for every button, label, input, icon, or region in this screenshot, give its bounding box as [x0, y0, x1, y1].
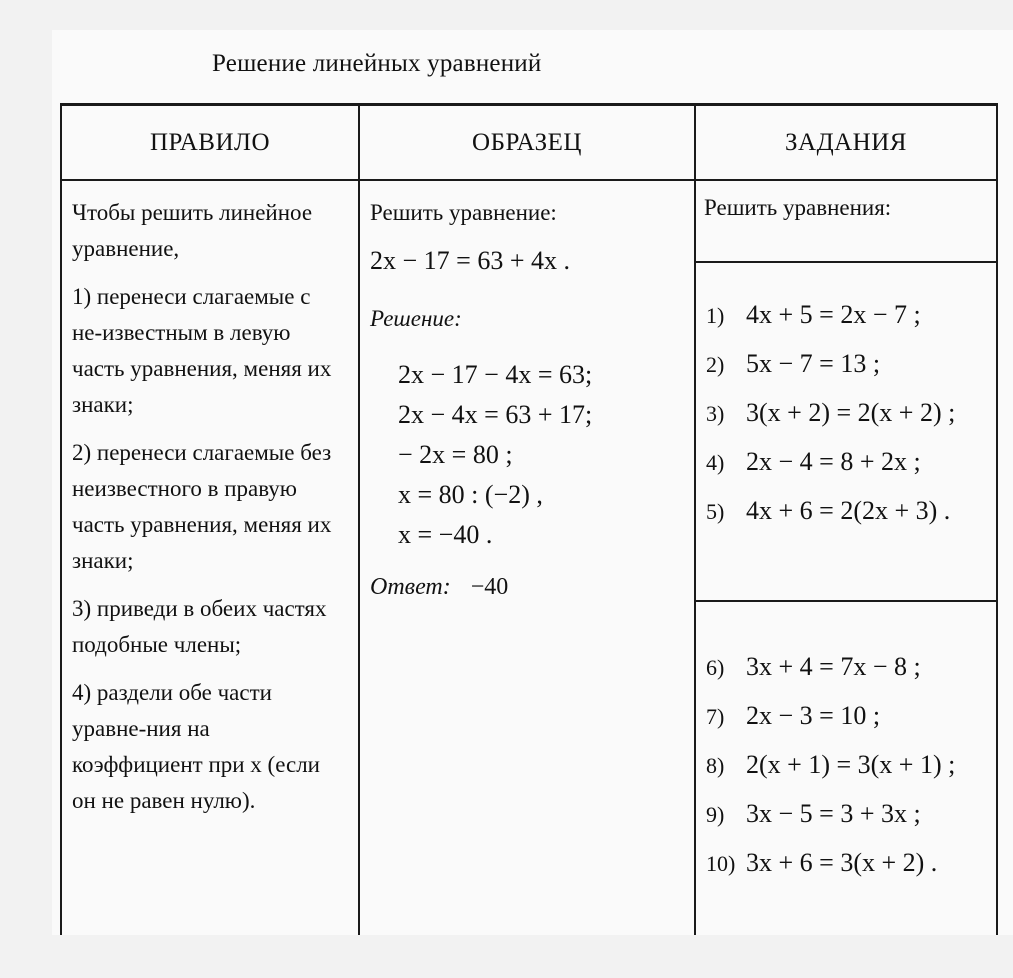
- rule-step-2: 2) перенеси слагаемые без неизвестного в правую часть уравнения, меняя их знаки;: [72, 440, 332, 573]
- solution-step: − 2x = 80 ;: [398, 440, 513, 469]
- task-item: 4) 2x − 4 = 8 + 2x ;: [706, 447, 921, 476]
- solution-step: x = 80 : (−2) ,: [398, 480, 543, 509]
- task-item: 7) 2x − 3 = 10 ;: [706, 701, 881, 730]
- header-rule: ПРАВИЛО: [149, 128, 271, 156]
- task-item: 3) 3(x + 2) = 2(x + 2) ;: [706, 398, 956, 427]
- rule-step-4: 4) раздели обе части уравне-ния на коэффициент при x (если он не равен нулю).: [72, 680, 320, 813]
- solution-step: 2x − 17 − 4x = 63;: [398, 360, 593, 389]
- rule-step-1: 1) перенеси слагаемые с не-известным в левую часть уравнения, меняя их знаки;: [72, 284, 332, 417]
- tasks-prompt: Решить уравнения:: [704, 195, 892, 220]
- page-title: Решение линейных уравнений: [212, 50, 542, 77]
- task-item: 10) 3x + 6 = 3(x + 2) .: [706, 848, 938, 877]
- task-item: 1) 4x + 5 = 2x − 7 ;: [706, 300, 921, 329]
- solution-label: Решение:: [370, 306, 462, 331]
- header-sample: ОБРАЗЕЦ: [472, 128, 582, 156]
- answer-line: [370, 569, 592, 605]
- tasks-group-1: [706, 291, 955, 536]
- table-content: [60, 103, 998, 935]
- rule-column: [72, 195, 344, 831]
- task-item: 8) 2(x + 1) = 3(x + 1) ;: [706, 750, 956, 779]
- tasks-group-2: [706, 643, 955, 888]
- sample-prompt: Решить уравнение:: [370, 200, 557, 225]
- rule-step-3: 3) приведи в обеих частях подобные члены;: [72, 596, 327, 657]
- task-item: 2) 5x − 7 = 13 ;: [706, 349, 881, 378]
- sample-equation: 2x − 17 = 63 + 4x .: [370, 246, 570, 275]
- answer-value: −40: [470, 574, 509, 600]
- rule-intro: Чтобы решить линейное уравнение,: [72, 200, 313, 261]
- task-item: 6) 3x + 4 = 7x − 8 ;: [706, 652, 921, 681]
- answer-label: Ответ:: [370, 574, 451, 600]
- sample-column: [370, 195, 592, 605]
- solution-steps: [398, 355, 592, 555]
- header-tasks: ЗАДАНИЯ: [785, 128, 907, 156]
- solution-step: 2x − 4x = 63 + 17;: [398, 400, 593, 429]
- solution-step: x = −40 .: [398, 520, 493, 549]
- task-item: 9) 3x − 5 = 3 + 3x ;: [706, 799, 921, 828]
- task-item: 5) 4x + 6 = 2(2x + 3) .: [706, 496, 951, 525]
